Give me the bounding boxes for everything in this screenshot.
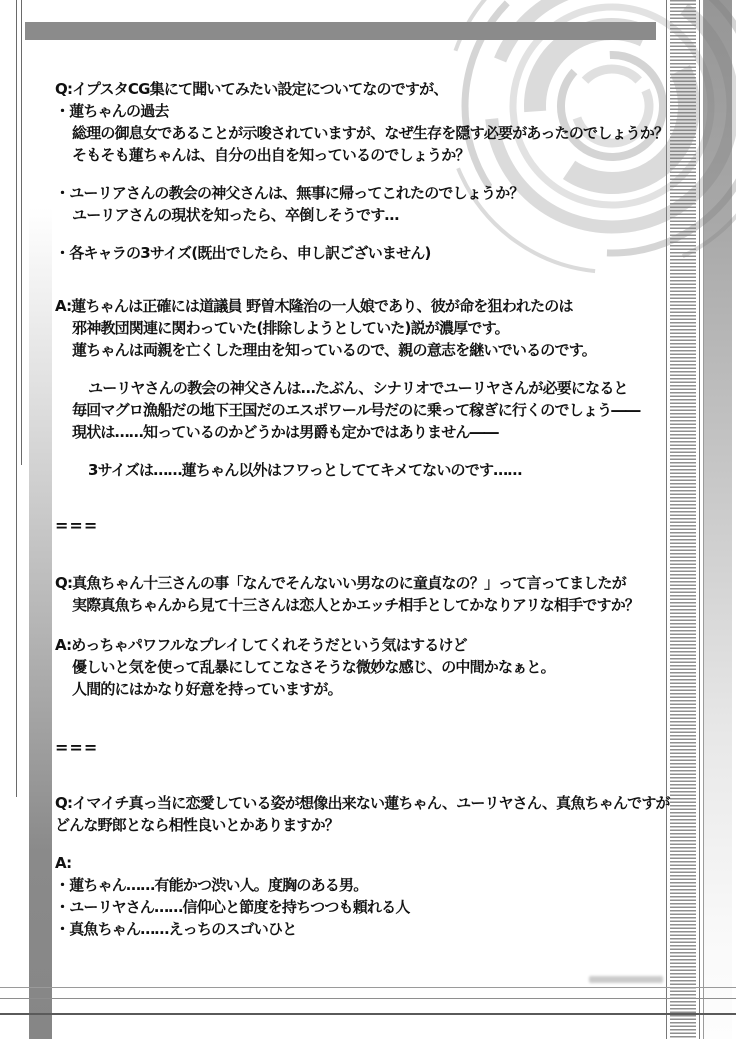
text-line: どんな野郎となら相性良いとかありますか？ bbox=[55, 816, 340, 834]
blank-line bbox=[55, 166, 667, 182]
qa-question-block bbox=[55, 792, 670, 836]
text-line: 実際真魚ちゃんから見て十三さんは恋人とかエッチ相手としてかなりアリな相手ですか？ bbox=[72, 596, 640, 614]
text-line: ユーリアさんの現状を知ったら、卒倒しそうです… bbox=[72, 206, 399, 224]
qa-question-block bbox=[55, 78, 667, 264]
qa-answer-block bbox=[55, 634, 667, 700]
text-line: ・ユーリアさんの教会の神父さんは、無事に帰ってこれたのでしょうか？ bbox=[55, 184, 524, 202]
text-line: ・蓮ちゃん……有能かつ渋い人。度胸のある男。 bbox=[55, 876, 368, 894]
blank-line bbox=[55, 226, 667, 242]
text-line: A:蓮ちゃんは正確には道議員 野曽木隆治の一人娘であり、彼が命を狙われたのは bbox=[55, 297, 573, 315]
text-line: 邪神教団関連に関わっていた(排除しようとしていた)説が濃厚です。 bbox=[72, 319, 509, 337]
text-line: 人間的にはかなり好意を持っていますが。 bbox=[72, 680, 342, 698]
text-line: ・各キャラの3サイズ(既出でしたら、申し訳ございません) bbox=[55, 244, 431, 262]
qa-question-block bbox=[55, 572, 667, 616]
text-line: Q:イプスタCG集にて聞いてみたい設定についてなのですが、 bbox=[55, 80, 448, 98]
text-line: ・真魚ちゃん……えっちのスゴいひと bbox=[55, 920, 297, 938]
qa-answer-block bbox=[55, 295, 667, 481]
text-line: 現状は……知っているのかどうかは男爵も定かではありません―― bbox=[72, 423, 499, 441]
text-line: 3サイズは……蓮ちゃん以外はフワっとしててキメてないのです…… bbox=[88, 461, 522, 479]
section-separator bbox=[55, 515, 667, 537]
text-line: 優しいと気を使って乱暴にしてこなさそうな微妙な感じ、の中間かなぁと。 bbox=[72, 658, 555, 676]
qa-answer-block bbox=[55, 852, 667, 940]
text-line: Q:イマイチ真っ当に恋愛している姿が想像出来ない蓮ちゃん、ユーリヤさん、真魚ちゃんですが bbox=[55, 794, 670, 812]
text-line: 毎回マグロ漁船だの地下王国だのエスポワール号だのに乗って稼ぎに行くのでしょう―― bbox=[72, 401, 640, 419]
text-line: 蓮ちゃんは両親を亡くした理由を知っているので、親の意志を継いでいるのです。 bbox=[72, 341, 596, 359]
text-line: ユーリヤさんの教会の神父さんは…たぶん、シナリオでユーリヤさんが必要になると bbox=[88, 379, 628, 397]
text-line: === bbox=[55, 738, 99, 757]
text-line: そもそも蓮ちゃんは、自分の出自を知っているのでしょうか？ bbox=[72, 146, 470, 164]
text-line: === bbox=[55, 516, 99, 535]
section-separator bbox=[55, 737, 667, 759]
blank-line bbox=[55, 361, 667, 377]
text-line: ・ユーリヤさん……信仰心と節度を持ちつつも頼れる人 bbox=[55, 898, 410, 916]
text-line: 総理の御息女であることが示唆されていますが、なぜ生存を隠す必要があったのでしょうか？ bbox=[72, 124, 669, 142]
text-line: ・蓮ちゃんの過去 bbox=[55, 102, 169, 120]
text-line: Q:真魚ちゃん十三さんの事「なんでそんないい男なのに童貞なの？」って言ってましたが bbox=[55, 574, 626, 592]
text-line: A:めっちゃパワフルなプレイしてくれそうだという気はするけど bbox=[55, 636, 467, 654]
text-line: A: bbox=[55, 854, 72, 872]
blank-line bbox=[55, 443, 667, 459]
